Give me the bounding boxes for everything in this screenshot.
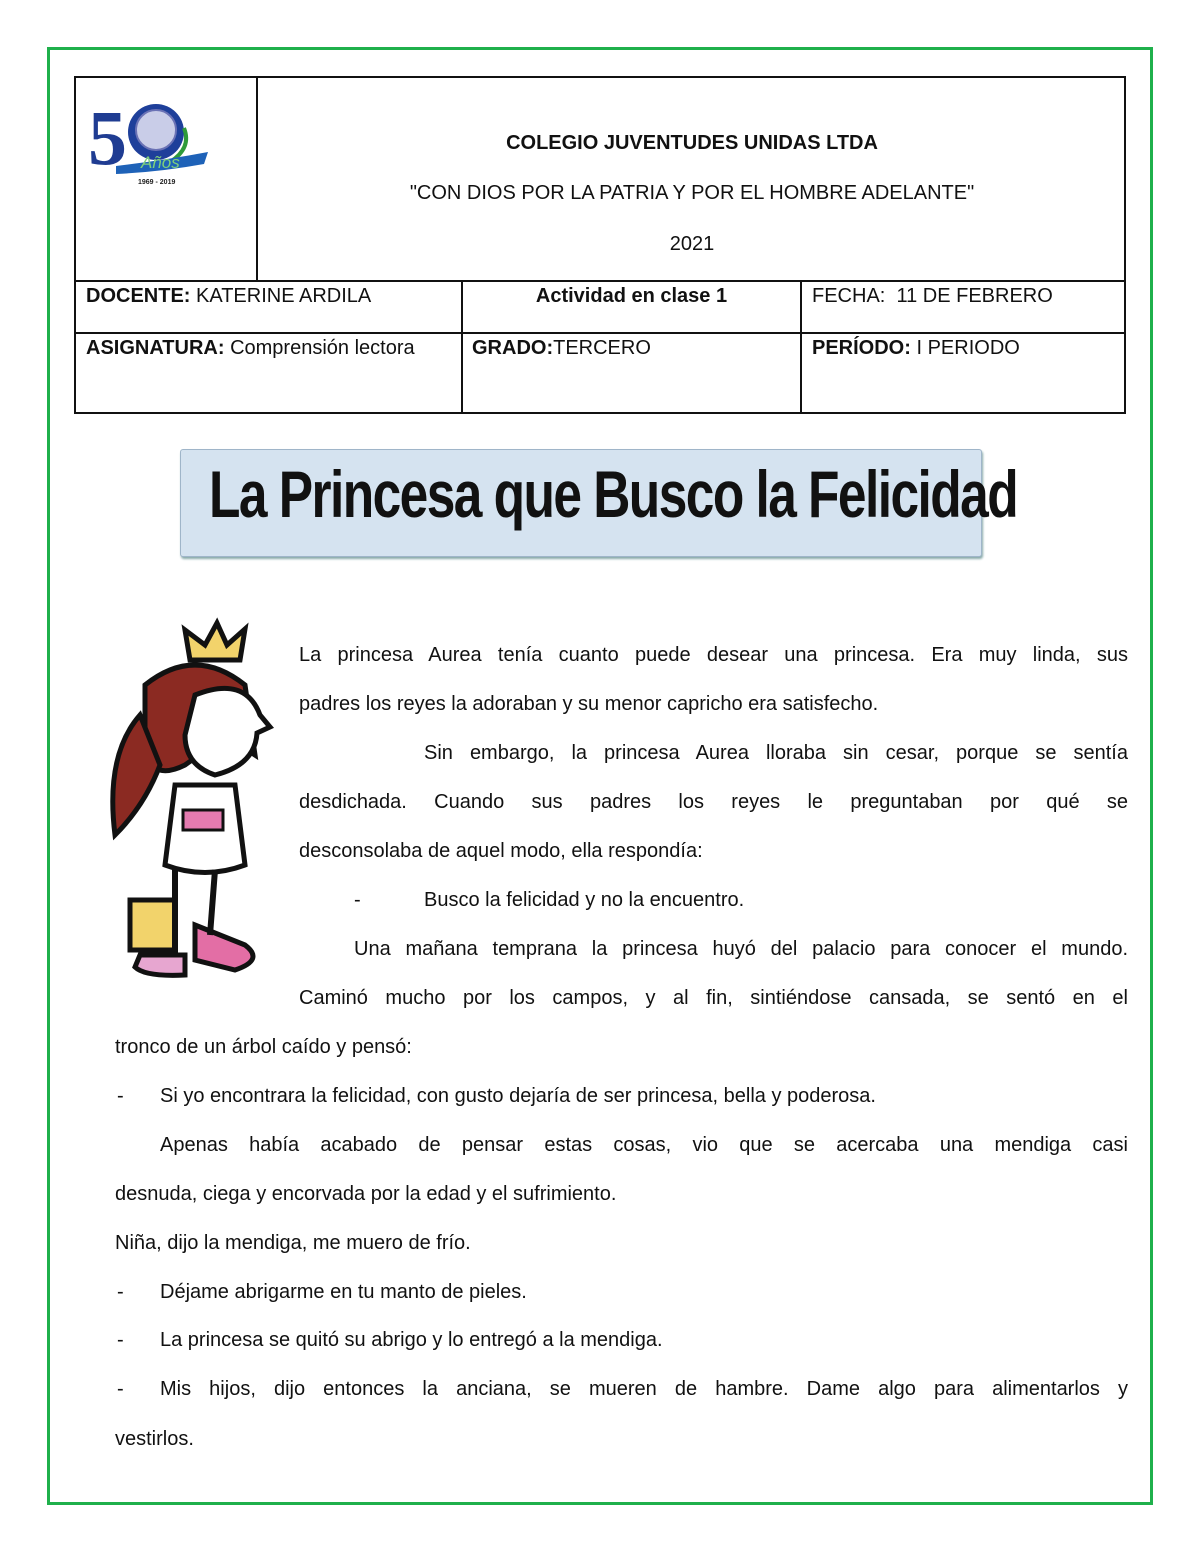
grado-value: TERCERO bbox=[553, 337, 651, 359]
school-motto: "CON DIOS POR LA PATRIA Y POR EL HOMBRE ADELANTE" bbox=[409, 182, 975, 204]
story-line: La princesa Aurea tenía cuanto puede desear una princesa. Era muy linda, sus bbox=[299, 644, 1128, 666]
bullet: - bbox=[117, 1281, 124, 1303]
periodo-label: PERÍODO: bbox=[812, 337, 911, 359]
story-line: desdichada. Cuando sus padres los reyes le preguntaban por qué se bbox=[299, 791, 1128, 813]
periodo-field bbox=[812, 333, 1020, 364]
docente-value: KATERINE ARDILA bbox=[190, 285, 372, 307]
story-line: Una mañana temprana la princesa huyó del palacio para conocer el mundo. bbox=[354, 938, 1128, 960]
story-line: Déjame abrigarme en tu manto de pieles. bbox=[160, 1281, 527, 1303]
activity-title: Actividad en clase 1 bbox=[535, 285, 728, 307]
bullet: - bbox=[354, 889, 361, 911]
bullet: - bbox=[117, 1329, 124, 1351]
story-line: vestirlos. bbox=[115, 1428, 194, 1450]
docente-field bbox=[86, 281, 371, 312]
story-line: Niña, dijo la mendiga, me muero de frío. bbox=[115, 1232, 471, 1254]
periodo-value: I PERIODO bbox=[910, 337, 1020, 359]
svg-text:5: 5 bbox=[88, 98, 127, 181]
school-name: COLEGIO JUVENTUDES UNIDAS LTDA bbox=[506, 132, 878, 154]
story-line: Apenas había acabado de pensar estas cosas, vio que se acercaba una mendiga casi bbox=[160, 1134, 1128, 1156]
story-line: Mis hijos, dijo entonces la anciana, se mueren de hambre. Dame algo para alimentarlos y bbox=[160, 1378, 1128, 1400]
story-line: Sin embargo, la princesa Aurea lloraba sin cesar, porque se sentía bbox=[424, 742, 1128, 764]
header-table bbox=[74, 76, 1126, 414]
princess-illustration bbox=[105, 615, 275, 980]
grado-field bbox=[472, 333, 651, 364]
asignatura-field bbox=[86, 333, 426, 364]
docente-label: DOCENTE: bbox=[86, 285, 191, 307]
school-year: 2021 bbox=[669, 233, 715, 255]
asignatura-value: Comprensión lectora bbox=[224, 337, 415, 359]
school-logo bbox=[86, 98, 216, 188]
logo-years: 1969 - 2019 bbox=[138, 179, 176, 186]
story-line: Busco la felicidad y no la encuentro. bbox=[424, 889, 745, 911]
story-title: La Princesa que Busco la Felicidad bbox=[209, 457, 1018, 531]
story-line: desconsolaba de aquel modo, ella respondía: bbox=[299, 840, 703, 862]
story-line: desnuda, ciega y encorvada por la edad y el sufrimiento. bbox=[115, 1183, 617, 1205]
grado-label: GRADO: bbox=[472, 337, 554, 359]
story-line: padres los reyes la adoraban y su menor capricho era satisfecho. bbox=[299, 693, 879, 715]
fecha-label: FECHA: bbox=[812, 285, 886, 307]
story-line: tronco de un árbol caído y pensó: bbox=[115, 1036, 412, 1058]
divider bbox=[800, 280, 802, 414]
logo-word: Años bbox=[141, 153, 180, 172]
fecha-value: 11 DE FEBRERO bbox=[885, 285, 1053, 307]
title-banner bbox=[180, 449, 1018, 557]
story-line: Caminó mucho por los campos, y al fin, sintiéndose cansada, se sentó en el bbox=[299, 987, 1128, 1009]
fecha-field bbox=[812, 281, 1053, 312]
bullet: - bbox=[117, 1085, 124, 1107]
asignatura-label: ASIGNATURA: bbox=[86, 337, 225, 359]
story-line: Si yo encontrara la felicidad, con gusto dejaría de ser princesa, bella y poderosa. bbox=[160, 1085, 876, 1107]
story-line: La princesa se quitó su abrigo y lo entregó a la mendiga. bbox=[160, 1329, 663, 1351]
bullet: - bbox=[117, 1378, 124, 1400]
